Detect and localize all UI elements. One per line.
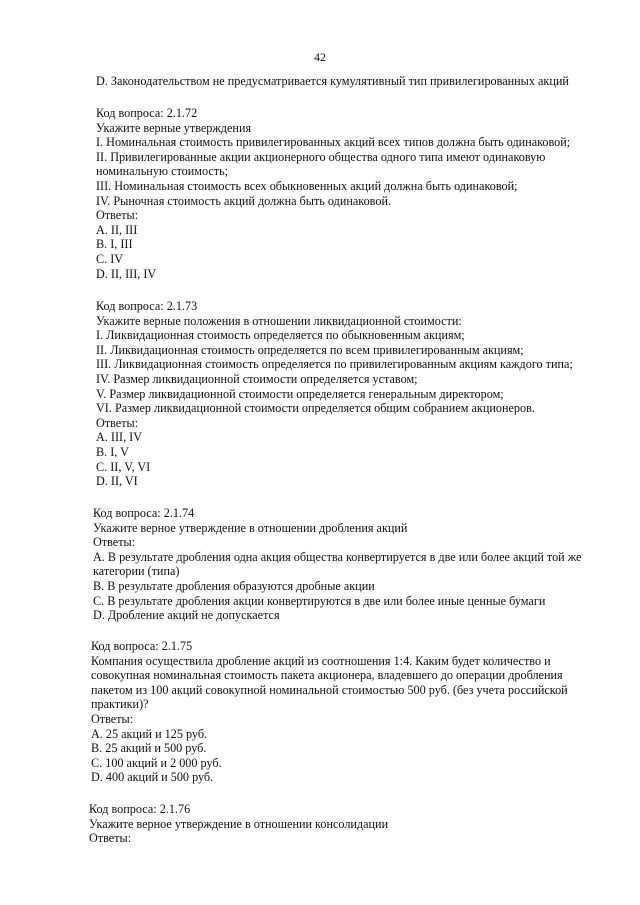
statement: IV. Размер ликвидационной стоимости определяется уставом; <box>96 371 418 386</box>
answer-option-b: B. В результате дробления образуются дробные акции <box>93 578 375 593</box>
statement: II. Ликвидационная стоимость определяется по всем привилегированным акциям; <box>96 342 524 357</box>
answer-option-d: D. 400 акций и 500 руб. <box>91 770 214 785</box>
answer-option-c: C. II, V, VI <box>96 459 151 474</box>
question-code: Код вопроса: 2.1.72 <box>96 106 198 120</box>
question-2-1-75 <box>91 639 568 785</box>
previous-question-tail <box>96 74 569 89</box>
question-code: Код вопроса: 2.1.74 <box>93 506 195 520</box>
answer-option-a-continued: категории (типа) <box>93 564 180 579</box>
question-2-1-73 <box>96 299 573 489</box>
statement: номинальную стоимость; <box>96 164 229 179</box>
question-prompt: Укажите верные положения в отношении ликвидационной стоимости: <box>96 313 462 328</box>
answers-label: Ответы: <box>91 711 134 726</box>
answer-option-d: D. II, VI <box>96 474 138 489</box>
page-number: 42 <box>314 50 326 64</box>
question-2-1-76 <box>89 802 388 846</box>
question-prompt: Укажите верное утверждение в отношении дробления акций <box>93 520 408 535</box>
answer-option-b: B. I, V <box>96 444 129 459</box>
answer-option-d: D. II, III, IV <box>96 266 157 281</box>
question-2-1-72 <box>96 106 570 281</box>
statement: I. Номинальная стоимость привилегированных акций всех типов должна быть одинаковой; <box>96 135 571 150</box>
statement: III. Ликвидационная стоимость определяется по привилегированным акциям каждого типа; <box>96 357 573 372</box>
answers-label: Ответы: <box>93 535 136 550</box>
statement: V. Размер ликвидационной стоимости определяется генеральным директором; <box>96 386 504 401</box>
statement: III. Номинальная стоимость всех обыкновенных акций должна быть одинаковой; <box>96 178 518 193</box>
answer-option-b: B. 25 акций и 500 руб. <box>91 741 207 756</box>
answer-option-d: D. Дробление акций не допускается <box>93 608 280 623</box>
answer-option-c: C. В результате дробления акции конвертируются в две или более иные ценные бумаги <box>93 593 546 608</box>
question-prompt: Укажите верные утверждения <box>96 120 252 135</box>
question-prompt-line: Компания осуществила дробление акций из соотношения 1:4. Каким будет количество и <box>91 653 551 668</box>
answer-option-d: D. Законодательством не предусматривается кумулятивный тип привилегированных акций <box>96 74 569 88</box>
statement: I. Ликвидационная стоимость определяется по обыкновенным акциям; <box>96 328 465 343</box>
question-2-1-74 <box>93 506 581 623</box>
answer-option-b: B. I, III <box>96 237 133 252</box>
answer-option-a: A. III, IV <box>96 430 143 445</box>
question-code: Код вопроса: 2.1.76 <box>89 802 191 816</box>
answer-option-a: A. 25 акций и 125 руб. <box>91 726 208 741</box>
question-prompt-line: совокупная номинальная стоимость пакета акционера, владевшего до операции дробления <box>91 668 563 683</box>
answers-label: Ответы: <box>96 208 139 223</box>
question-prompt-line: практики)? <box>91 697 149 712</box>
question-prompt: Укажите верное утверждение в отношении консолидации <box>89 816 389 831</box>
answers-label: Ответы: <box>89 831 132 846</box>
question-prompt-line: пакетом из 100 акций совокупной номинальной стоимостью 500 руб. (без учета российской <box>91 682 568 697</box>
statement: II. Привилегированные акции акционерного общества одного типа имеют одинаковую <box>96 149 546 164</box>
statement: IV. Рыночная стоимость акций должна быть одинаковой. <box>96 193 392 208</box>
answer-option-a: A. В результате дробления одна акция общества конвертируется в две или более акций той же <box>93 549 582 564</box>
statement: VI. Размер ликвидационной стоимости определяется общим собранием акционеров. <box>96 401 535 416</box>
question-code: Код вопроса: 2.1.75 <box>91 639 193 653</box>
answers-label: Ответы: <box>96 415 139 430</box>
answer-option-c: C. IV <box>96 251 124 266</box>
question-code: Код вопроса: 2.1.73 <box>96 299 198 313</box>
answer-option-a: A. II, III <box>96 222 138 237</box>
answer-option-c: C. 100 акций и 2 000 руб. <box>91 755 222 770</box>
